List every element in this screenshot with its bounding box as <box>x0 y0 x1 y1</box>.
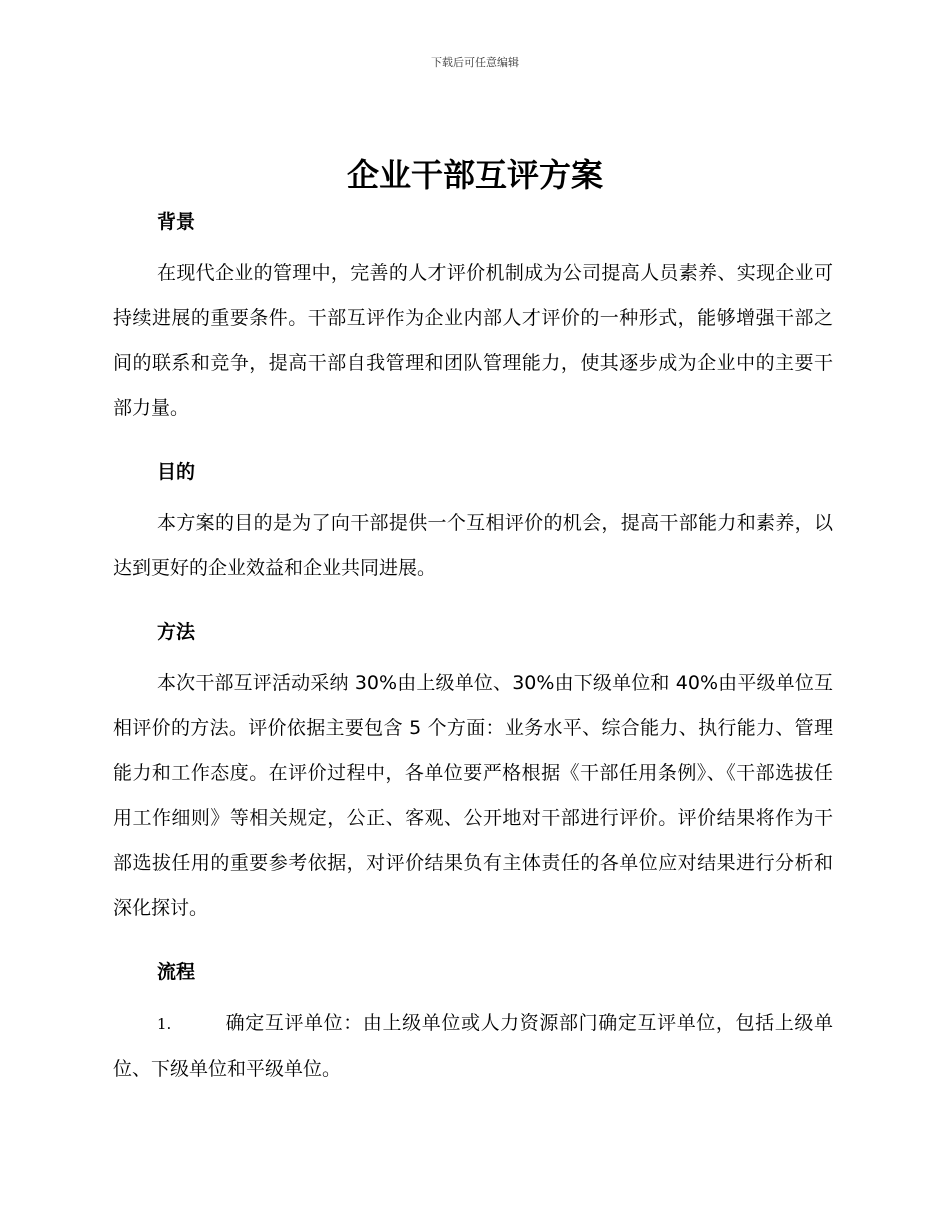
section-process <box>113 955 833 1092</box>
section-paragraph: 在现代企业的管理中，完善的人才评价机制成为公司提高人员素养、实现企业可持续进展的重要条件。干部互评作为企业内部人才评价的一种形式，能够增强干部之间的联系和竞争，提高干部自我管理和团队管理能力，使其逐步成为企业中的主要干部力量。 <box>113 262 833 419</box>
section-method <box>113 615 833 931</box>
document-title: 企业干部互评方案 <box>346 156 603 194</box>
list-item <box>113 1001 833 1092</box>
section-paragraph: 本次干部互评活动采纳 30%由上级单位、30%由下级单位和 40%由平级单位互相评价的方法。评价依据主要包含 5 个方面：业务水平、综合能力、执行能力、管理能力和工作态度。在评价过程中，各单位要严格根据《干部任用条例》、《干部选拔任用工作细则》等相关规定，公正、客观、公开地对干部进行评价。评价结果将作为干部选拔任用的重要参考依据，对评价结果负有主体责任的各单位应对结果进行分析和深化探讨。 <box>113 672 833 919</box>
list-item-text: 确定互评单位：由上级单位或人力资源部门确定互评单位，包括上级单位、下级单位和平级单位。 <box>113 1012 833 1080</box>
page-header-note: 下载后可任意编辑 <box>431 56 519 69</box>
section-heading: 目的 <box>157 461 196 483</box>
section-heading: 方法 <box>157 621 196 643</box>
section-heading: 流程 <box>157 961 196 983</box>
section-paragraph: 本方案的目的是为了向干部提供一个互相评价的机会，提高干部能力和素养，以达到更好的企业效益和企业共同进展。 <box>113 512 833 579</box>
section-heading: 背景 <box>157 211 196 233</box>
list-item-number: 1. <box>157 1015 172 1033</box>
section-background <box>113 205 833 431</box>
section-purpose <box>113 455 833 591</box>
document-body <box>113 205 833 1092</box>
